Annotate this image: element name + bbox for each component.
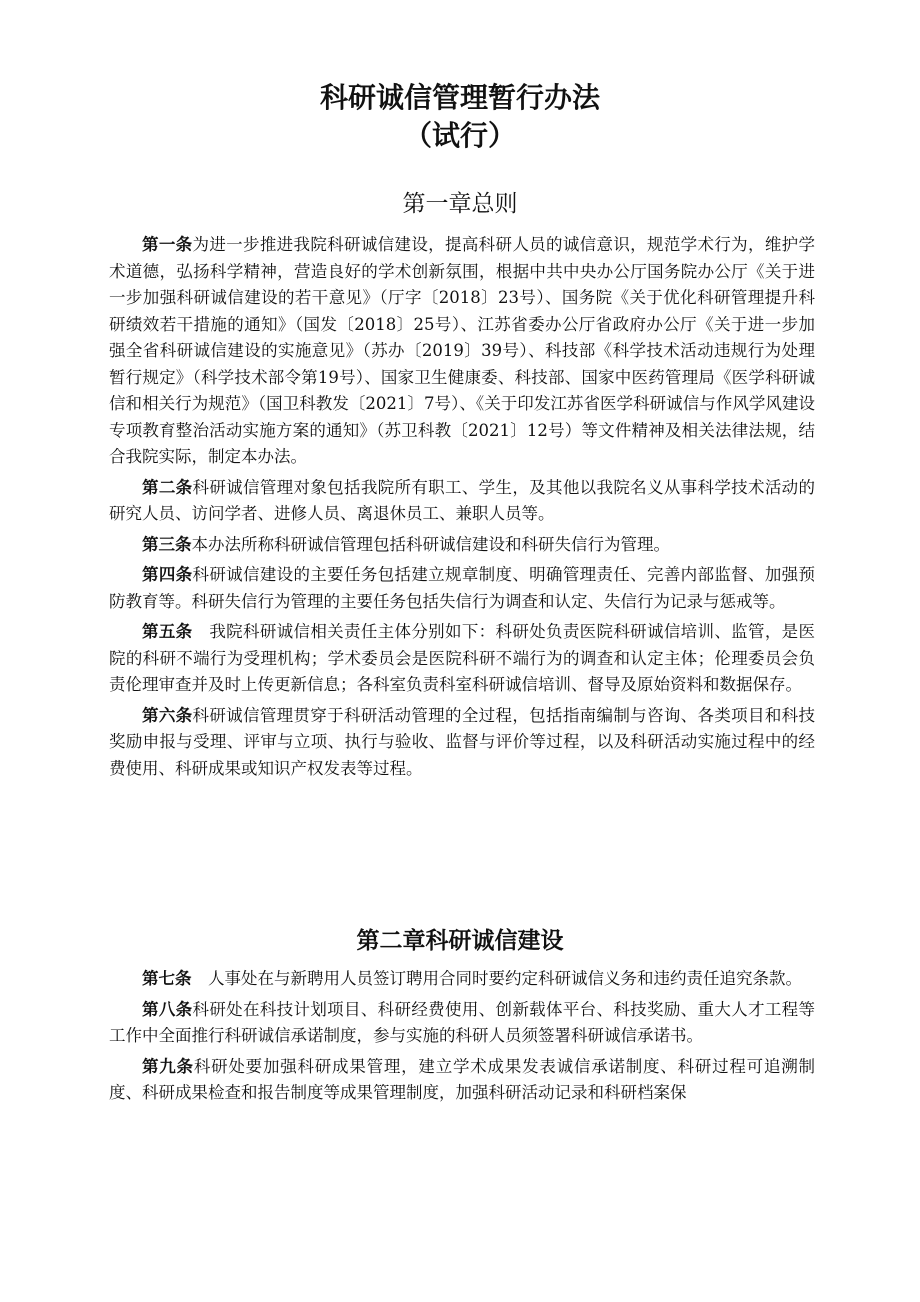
article-1: [109, 232, 815, 471]
article-label: 第四条: [142, 565, 193, 584]
article-7: [109, 966, 815, 993]
article-4: [109, 562, 815, 615]
article-text: 科研处要加强科研成果管理，建立学术成果发表诚信承诺制度、科研过程可追溯制度、科研成果检查和报告制度等成果管理制度，加强科研活动记录和科研档案保: [109, 1056, 816, 1102]
article-label: 第八条: [142, 999, 193, 1019]
chapter-2-body: [109, 966, 815, 1111]
article-text: 科研诚信管理对象包括我院所有职工、学生，及其他以我院名义从事科学技术活动的研究人员、访问学者、进修人员、离退休员工、兼职人员等。: [109, 477, 815, 523]
article-label: 第六条: [142, 705, 193, 725]
article-label: 第三条: [142, 534, 192, 554]
chapter-1-body: [109, 232, 815, 786]
chapter-2-heading: 第二章科研诚信建设: [356, 928, 564, 954]
article-text: 我院科研诚信相关责任主体分别如下：科研处负责医院科研诚信培训、监管，是医院的科研不端行为受理机构；学术委员会是医院科研不端行为的调查和认定主体；伦理委员会负责伦理审查并及时上传更新信息；各科室负责科室科研诚信培训、督导及原始资料和数据保存。: [109, 622, 815, 694]
article-text: 本办法所称科研诚信管理包括科研诚信建设和科研失信行为管理。: [191, 534, 670, 554]
chapter-1-heading: 第一章总则: [402, 191, 518, 217]
article-6: [109, 703, 815, 783]
article-label: 第一条: [142, 235, 193, 254]
article-label: 第五条: [142, 622, 193, 641]
article-text: 科研诚信建设的主要任务包括建立规章制度、明确管理责任、完善内部监督、加强预防教育等。科研失信行为管理的主要任务包括失信行为调查和认定、失信行为记录与惩戒等。: [109, 565, 815, 611]
article-text: 科研诚信管理贯穿于科研活动管理的全过程，包括指南编制与咨询、各类项目和科技奖励申报与受理、评审与立项、执行与验收、监督与评价等过程，以及科研活动实施过程中的经费使用、科研成果或知识产权发表等过程。: [109, 705, 815, 778]
article-text: 科研处在科技计划项目、科研经费使用、创新载体平台、科技奖励、重大人才工程等工作中全面推行科研诚信承诺制度，参与实施的科研人员须签署科研诚信承诺书。: [109, 999, 815, 1045]
article-label: 第九条: [142, 1056, 194, 1076]
document-subtitle: （试行）: [403, 119, 516, 152]
article-5: [109, 619, 815, 699]
article-3: [109, 532, 815, 559]
document-title: 科研诚信管理暂行办法: [319, 81, 600, 114]
article-8: [109, 997, 815, 1050]
article-text: 人事处在与新聘用人员签订聘用合同时要约定科研诚信义务和违约责任追究条款。: [191, 969, 802, 988]
article-9: [109, 1054, 815, 1107]
article-text: 为进一步推进我院科研诚信建设，提高科研人员的诚信意识，规范学术行为，维护学术道德，弘扬科学精神，营造良好的学术创新氛围，根据中共中央办公厅国务院办公厅《关于进一步加强科研诚信建设的若干意见》（厅字〔2018〕23号）、国务院《关于优化科研管理提升科研绩效若干措施的通知》（国发〔2018〕25号）、江苏省委办公厅省政府办公厅《关于进一步加强全省科研诚信建设的实施意见》（苏办〔2019〕39号）、科技部《科学技术活动违规行为处理暂行规定》（科学技术部令第19号）、国家卫生健康委、科技部、国家中医药管理局《医学科研诚信和相关行为规范》（国卫科教发〔2021〕7号）、《关于印发江苏省医学科研诚信与作风学风建设专项教育整治活动实施方案的通知》（苏卫科教〔2021〕12号）等文件精神及相关法律法规，结合我院实际，制定本办法。: [109, 235, 815, 466]
article-2: [109, 475, 815, 528]
article-label: 第七条: [142, 969, 192, 988]
article-label: 第二条: [142, 477, 193, 497]
